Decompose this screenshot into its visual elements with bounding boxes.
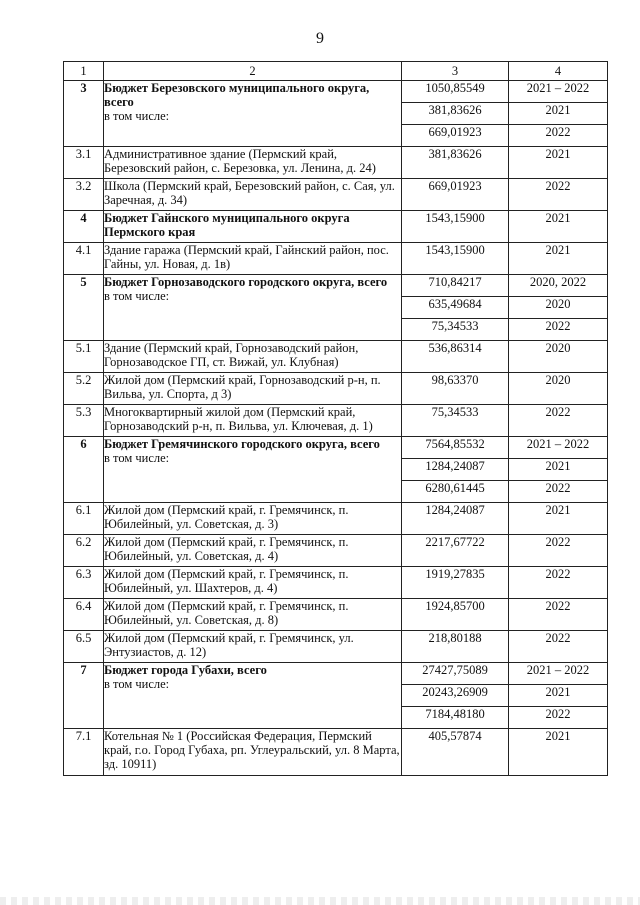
item-description: Многоквартирный жилой дом (Пермский край, Горнозаводский р-н, п. Вильва, ул. Ключевая, д. 1): [104, 405, 402, 437]
item-description: Школа (Пермский край, Березовский район, с. Сая, ул. Заречная, д. 34): [104, 179, 402, 211]
amount-cell: 7564,85532: [402, 437, 509, 459]
item-description: Жилой дом (Пермский край, г. Гремячинск, п. Юбилейный, ул. Советская, д. 3): [104, 503, 402, 535]
item-number: 6.1: [64, 503, 104, 535]
table-row: [64, 535, 608, 567]
table-row: [64, 211, 608, 243]
amount-cell: 1543,15900: [402, 211, 509, 243]
group-title-cell: [104, 663, 402, 729]
amount-cell: 536,86314: [402, 341, 509, 373]
item-number: 5.3: [64, 405, 104, 437]
group-subtitle: в том числе:: [104, 451, 170, 465]
table-row: [64, 341, 608, 373]
year-cell: 2022: [509, 707, 608, 729]
amount-cell: 7184,48180: [402, 707, 509, 729]
item-number: 6.3: [64, 567, 104, 599]
column-header: 1: [64, 62, 104, 81]
amount-cell: 635,49684: [402, 297, 509, 319]
column-header: 2: [104, 62, 402, 81]
amount-cell: 1543,15900: [402, 243, 509, 275]
item-description: Здание гаража (Пермский край, Гайнский район, пос. Гайны, ул. Новая, д. 1в): [104, 243, 402, 275]
column-header: 3: [402, 62, 509, 81]
item-number: 6.4: [64, 599, 104, 631]
group-subtitle: в том числе:: [104, 677, 170, 691]
year-cell: 2022: [509, 535, 608, 567]
amount-cell: 1284,24087: [402, 503, 509, 535]
amount-cell: 1924,85700: [402, 599, 509, 631]
amount-cell: 405,57874: [402, 729, 509, 776]
amount-cell: 98,63370: [402, 373, 509, 405]
item-description: Административное здание (Пермский край, Березовский район, с. Березовка, ул. Ленина, д. 24): [104, 147, 402, 179]
table-row: [64, 275, 608, 297]
item-number: 7.1: [64, 729, 104, 776]
year-cell: 2022: [509, 567, 608, 599]
amount-cell: 381,83626: [402, 103, 509, 125]
table-header-row: [64, 62, 608, 81]
table-row: [64, 179, 608, 211]
table-row: [64, 243, 608, 275]
table-row: [64, 437, 608, 459]
year-cell: 2020, 2022: [509, 275, 608, 297]
item-number: 5.1: [64, 341, 104, 373]
amount-cell: 27427,75089: [402, 663, 509, 685]
group-title-cell: [104, 437, 402, 503]
item-number: 5.2: [64, 373, 104, 405]
group-title-cell: [104, 275, 402, 341]
item-description: Жилой дом (Пермский край, г. Гремячинск, п. Юбилейный, ул. Шахтеров, д. 4): [104, 567, 402, 599]
year-cell: 2021: [509, 503, 608, 535]
page-number: 9: [316, 30, 324, 47]
amount-cell: 669,01923: [402, 179, 509, 211]
item-description: Жилой дом (Пермский край, г. Гремячинск, ул. Энтузиастов, д. 12): [104, 631, 402, 663]
table-row: [64, 147, 608, 179]
group-number: 4: [64, 211, 104, 243]
item-description: Здание (Пермский край, Горнозаводский район, Горнозаводское ГП, ст. Вижай, ул. Клубная): [104, 341, 402, 373]
item-number: 3.1: [64, 147, 104, 179]
year-cell: 2021: [509, 685, 608, 707]
table-row: [64, 373, 608, 405]
amount-cell: 1919,27835: [402, 567, 509, 599]
table-row: [64, 631, 608, 663]
scan-artifact: [0, 897, 640, 905]
year-cell: 2021: [509, 243, 608, 275]
amount-cell: 20243,26909: [402, 685, 509, 707]
year-cell: 2022: [509, 405, 608, 437]
amount-cell: 1050,85549: [402, 81, 509, 103]
table-row: [64, 405, 608, 437]
budget-table: [63, 61, 608, 776]
table-row: [64, 729, 608, 776]
year-cell: 2020: [509, 297, 608, 319]
year-cell: 2022: [509, 631, 608, 663]
year-cell: 2022: [509, 125, 608, 147]
column-header: 4: [509, 62, 608, 81]
table-row: [64, 567, 608, 599]
group-title: Бюджет Березовского муниципального округа, всего: [104, 81, 370, 109]
amount-cell: 6280,61445: [402, 481, 509, 503]
amount-cell: 218,80188: [402, 631, 509, 663]
group-number: 3: [64, 81, 104, 147]
year-cell: 2020: [509, 373, 608, 405]
group-subtitle: в том числе:: [104, 109, 170, 123]
group-subtitle: в том числе:: [104, 289, 170, 303]
year-cell: 2022: [509, 599, 608, 631]
item-number: 6.5: [64, 631, 104, 663]
table-row: [64, 503, 608, 535]
amount-cell: 75,34533: [402, 405, 509, 437]
year-cell: 2022: [509, 319, 608, 341]
year-cell: 2021 – 2022: [509, 81, 608, 103]
group-title: Бюджет Горнозаводского городского округа, всего: [104, 275, 388, 289]
year-cell: 2021 – 2022: [509, 663, 608, 685]
group-title: Бюджет Гайнского муниципального округа Пермского края: [104, 211, 402, 243]
group-number: 5: [64, 275, 104, 341]
group-number: 6: [64, 437, 104, 503]
group-number: 7: [64, 663, 104, 729]
year-cell: 2020: [509, 341, 608, 373]
year-cell: 2021: [509, 459, 608, 481]
item-description: Жилой дом (Пермский край, Горнозаводский р-н, п. Вильва, ул. Спорта, д 3): [104, 373, 402, 405]
group-title: Бюджет города Губахи, всего: [104, 663, 267, 677]
year-cell: 2021: [509, 147, 608, 179]
year-cell: 2021 – 2022: [509, 437, 608, 459]
item-number: 6.2: [64, 535, 104, 567]
group-title: Бюджет Гремячинского городского округа, всего: [104, 437, 380, 451]
item-description: Котельная № 1 (Российская Федерация, Пермский край, г.о. Город Губаха, рп. Углеуральский, ул. 8 Марта, зд. 10911): [104, 729, 402, 776]
year-cell: 2022: [509, 481, 608, 503]
table-row: [64, 81, 608, 103]
amount-cell: 2217,67722: [402, 535, 509, 567]
amount-cell: 75,34533: [402, 319, 509, 341]
table-row: [64, 663, 608, 685]
year-cell: 2021: [509, 729, 608, 776]
year-cell: 2022: [509, 179, 608, 211]
amount-cell: 669,01923: [402, 125, 509, 147]
item-number: 4.1: [64, 243, 104, 275]
table-row: [64, 599, 608, 631]
amount-cell: 1284,24087: [402, 459, 509, 481]
amount-cell: 710,84217: [402, 275, 509, 297]
year-cell: 2021: [509, 103, 608, 125]
year-cell: 2021: [509, 211, 608, 243]
item-number: 3.2: [64, 179, 104, 211]
item-description: Жилой дом (Пермский край, г. Гремячинск, п. Юбилейный, ул. Советская, д. 4): [104, 535, 402, 567]
group-title-cell: [104, 81, 402, 147]
amount-cell: 381,83626: [402, 147, 509, 179]
item-description: Жилой дом (Пермский край, г. Гремячинск, п. Юбилейный, ул. Советская, д. 8): [104, 599, 402, 631]
